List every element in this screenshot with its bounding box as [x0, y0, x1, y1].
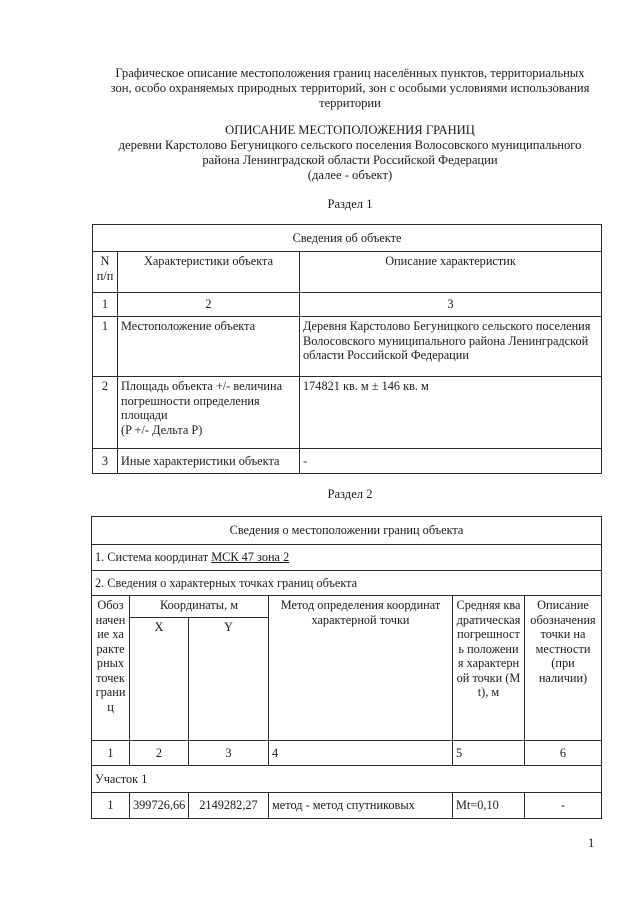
coordinate-system-row — [92, 545, 602, 571]
point-x: 399726,66 — [130, 793, 189, 819]
row-characteristic: Площадь объекта +/- величина погрешности определения площади (P +/- Дельта P) — [118, 377, 300, 449]
col-header-y: Y — [189, 618, 269, 741]
row-value: Деревня Карстолово Бегуницкого сельского поселения Волосовского муниципального района Ленинградской области Российской Федерации — [300, 317, 602, 377]
page-number: 1 — [588, 836, 595, 850]
row-value: - — [300, 449, 602, 474]
col-header-designation: Обозначение характерных точек границ — [92, 596, 130, 741]
col-header-characteristic: Характеристики объекта — [118, 252, 300, 293]
table-title: Сведения о местоположении границ объекта — [92, 517, 602, 545]
object-info-table — [92, 224, 602, 474]
col-header-error: Средняя квадратическая погрешность положения характерной точки (Mt), м — [453, 596, 525, 741]
point-method: метод - метод спутниковых — [269, 793, 453, 819]
section-2-label: Раздел 2 — [327, 487, 373, 501]
col-header-num: N п/п — [93, 252, 118, 293]
point-error: Mt=0,10 — [453, 793, 525, 819]
row-number: 3 — [93, 449, 118, 474]
header-line-2: зон, особо охраняемых природных территорий, зон с особыми условиями использования — [110, 81, 590, 95]
index-cell: 5 — [453, 741, 525, 766]
table-title: Сведения об объекте — [93, 225, 602, 252]
document-title: ОПИСАНИЕ МЕСТОПОЛОЖЕНИЯ ГРАНИЦ — [225, 123, 475, 137]
boundary-points-table — [91, 516, 602, 819]
row-number: 1 — [93, 317, 118, 377]
table-row — [93, 449, 602, 474]
point-y: 2149282,27 — [189, 793, 269, 819]
coordinate-system-prefix: 1. Система координат — [95, 550, 212, 565]
row-value: 174821 кв. м ± 146 кв. м — [300, 377, 602, 449]
row-characteristic: Иные характеристики объекта — [118, 449, 300, 474]
index-cell: 6 — [525, 741, 602, 766]
col-header-coordinates: Координаты, м — [130, 596, 269, 618]
table-row — [93, 377, 602, 449]
row-characteristic: Местоположение объекта — [118, 317, 300, 377]
points-section-title: 2. Сведения о характерных точках границ объекта — [92, 571, 602, 596]
index-cell: 3 — [189, 741, 269, 766]
row-number: 2 — [93, 377, 118, 449]
coordinate-system-value: МСК 47 зона 2 — [211, 550, 290, 565]
title-line-2: района Ленинградской области Российской Федерации — [202, 153, 498, 167]
header-line-3: территории — [319, 96, 381, 110]
point-description: - — [525, 793, 602, 819]
col-header-description: Описание характеристик — [300, 252, 602, 293]
document-title-block — [60, 123, 640, 183]
index-cell: 2 — [118, 293, 300, 317]
index-cell: 4 — [269, 741, 453, 766]
col-header-description: Описание обозначения точки на местности (при наличии) — [525, 596, 602, 741]
title-line-3: (далее - объект) — [307, 168, 393, 182]
section-1-label: Раздел 1 — [327, 197, 373, 211]
index-cell: 3 — [300, 293, 602, 317]
plot-label: Участок 1 — [92, 766, 602, 793]
index-cell: 1 — [93, 293, 118, 317]
col-header-x: X — [130, 618, 189, 741]
index-cell: 2 — [130, 741, 189, 766]
header-line-1: Графическое описание местоположения границ населённых пунктов, территориальных — [115, 66, 585, 80]
index-cell: 1 — [92, 741, 130, 766]
document-header — [60, 66, 640, 111]
table-row — [93, 317, 602, 377]
title-line-1: деревни Карстолово Бегуницкого сельского поселения Волосовского муниципального — [118, 138, 582, 152]
col-header-method: Метод определения координат характерной точки — [269, 596, 453, 741]
table-row — [92, 793, 602, 819]
point-number: 1 — [92, 793, 130, 819]
